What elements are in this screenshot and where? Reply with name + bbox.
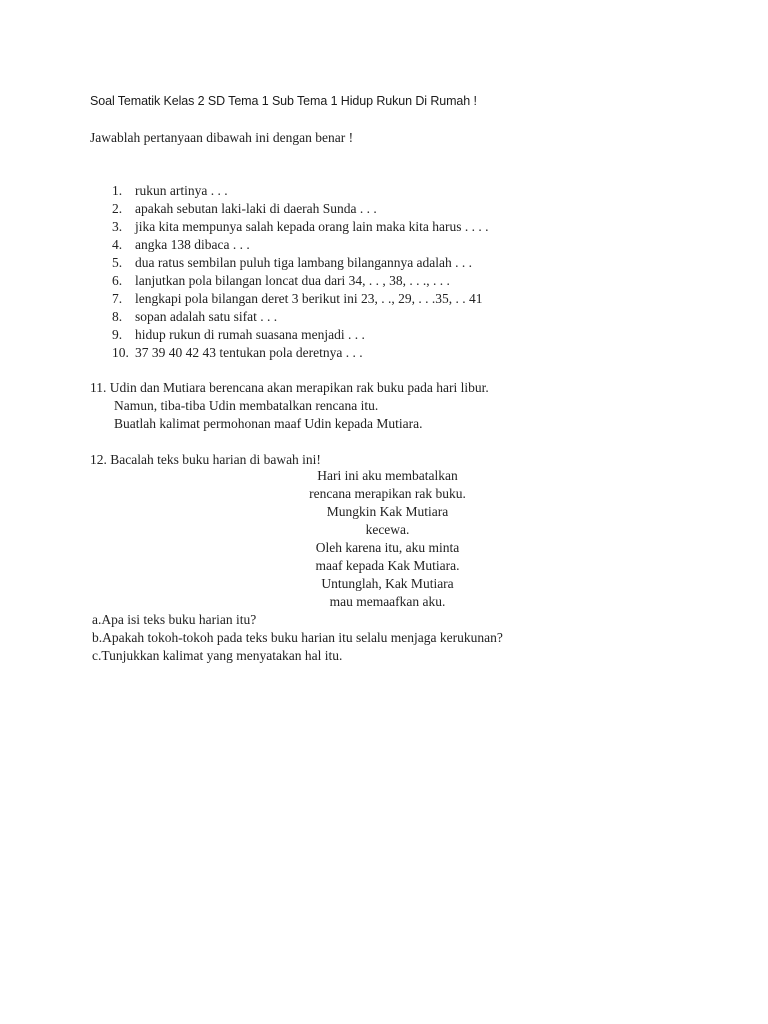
question-text: rukun artinya . . .: [135, 183, 228, 198]
question-list: [112, 182, 489, 362]
list-item: [112, 326, 489, 344]
subquestion-b: b.Apakah tokoh-tokoh pada teks buku harian itu selalu menjaga kerukunan?: [92, 630, 503, 645]
question-text: lanjutkan pola bilangan loncat dua dari 34, . . , 38, . . ., . . .: [135, 273, 450, 288]
question-text: 37 39 40 42 43 tentukan pola deretnya . . .: [135, 345, 363, 360]
diary-text: [280, 467, 495, 611]
question-text: dua ratus sembilan puluh tiga lambang bilangannya adalah . . .: [135, 255, 473, 270]
question-11-line: Buatlah kalimat permohonan maaf Udin kepada Mutiara.: [114, 416, 423, 431]
question-text: angka 138 dibaca . . .: [135, 237, 250, 252]
question-11: [90, 379, 489, 433]
question-number: 9.: [112, 327, 123, 342]
diary-line: rencana merapikan rak buku.: [309, 486, 466, 501]
question-number: 7.: [112, 291, 123, 306]
question-number: 8.: [112, 309, 123, 324]
question-text: apakah sebutan laki-laki di daerah Sunda . . .: [135, 201, 377, 216]
diary-line: Untunglah, Kak Mutiara: [321, 576, 454, 591]
list-item: [112, 290, 489, 308]
list-item: [112, 344, 489, 362]
diary-line: Hari ini aku membatalkan: [317, 468, 458, 483]
question-text: jika kita mempunya salah kepada orang lain maka kita harus . . . .: [135, 219, 489, 234]
list-item: [112, 218, 489, 236]
list-item: [112, 200, 489, 218]
diary-line: Mungkin Kak Mutiara: [326, 504, 449, 519]
list-item: [112, 236, 489, 254]
question-number: 2.: [112, 201, 123, 216]
question-number: 6.: [112, 273, 123, 288]
question-number: 3.: [112, 219, 123, 234]
question-12-subquestions: [92, 611, 503, 665]
list-item: [112, 182, 489, 200]
question-text: lengkapi pola bilangan deret 3 berikut ini 23, . ., 29, . . .35, . . 41: [135, 291, 483, 306]
question-number: 10.: [112, 345, 129, 360]
list-item: [112, 272, 489, 290]
question-number: 5.: [112, 255, 123, 270]
question-12-intro: 12. Bacalah teks buku harian di bawah ini!: [90, 452, 321, 467]
question-11-line: Namun, tiba-tiba Udin membatalkan rencana itu.: [114, 398, 379, 413]
diary-line: kecewa.: [365, 522, 410, 537]
subquestion-a: a.Apa isi teks buku harian itu?: [92, 612, 257, 627]
list-item: [112, 254, 489, 272]
diary-line: maaf kepada Kak Mutiara.: [315, 558, 460, 573]
question-text: sopan adalah satu sifat . . .: [135, 309, 278, 324]
subquestion-c: c.Tunjukkan kalimat yang menyatakan hal itu.: [92, 648, 343, 663]
diary-line: mau memaafkan aku.: [329, 594, 446, 609]
question-11-line: 11. Udin dan Mutiara berencana akan merapikan rak buku pada hari libur.: [90, 380, 489, 395]
diary-line: Oleh karena itu, aku minta: [315, 540, 460, 555]
question-text: hidup rukun di rumah suasana menjadi . . .: [135, 327, 365, 342]
instruction-text: Jawablah pertanyaan dibawah ini dengan benar !: [90, 130, 354, 145]
document-title: Soal Tematik Kelas 2 SD Tema 1 Sub Tema 1 Hidup Rukun Di Rumah !: [90, 94, 477, 108]
question-number: 4.: [112, 237, 123, 252]
list-item: [112, 308, 489, 326]
question-number: 1.: [112, 183, 123, 198]
